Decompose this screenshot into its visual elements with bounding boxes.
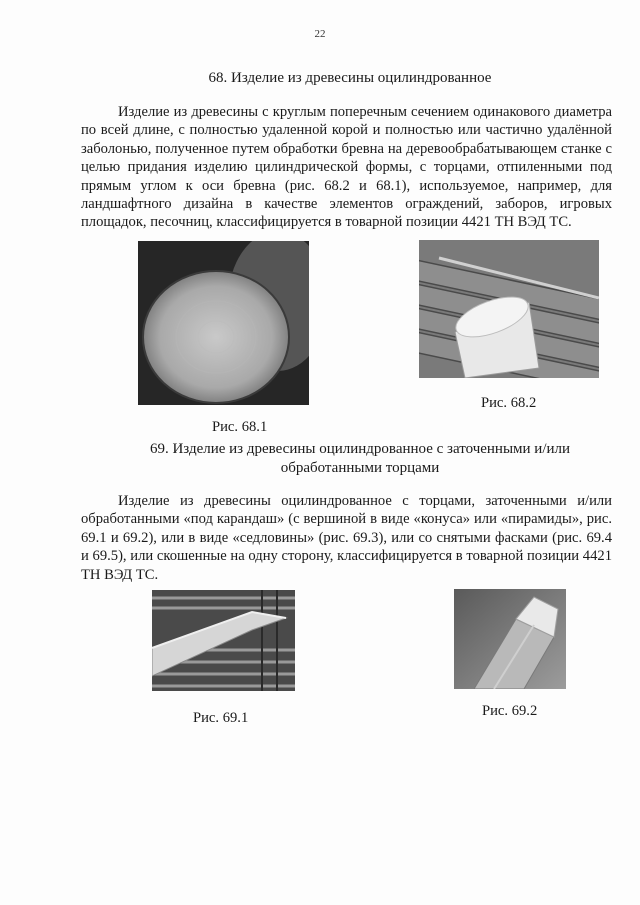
sharpened-post-photo-icon [152, 590, 295, 691]
pencil-point-post-photo-icon [454, 589, 566, 689]
page-number: 22 [314, 28, 326, 40]
log-end-cross-section-photo-icon [138, 241, 309, 405]
stacked-logs-photo-icon [419, 240, 599, 378]
figure-69-1-caption: Рис. 69.1 [193, 710, 249, 726]
section-69-heading-line-2: обработанными торцами [280, 460, 440, 476]
figure-68-1-caption: Рис. 68.1 [212, 419, 268, 435]
section-68-paragraph [81, 103, 612, 232]
figure-69-1-image [152, 590, 295, 691]
figure-69-2-image [454, 589, 566, 689]
section-69-heading-line-1: 69. Изделие из древесины оцилиндрованное с заточенными и/или [149, 441, 571, 457]
section-68-heading: 68. Изделие из древесины оцилиндрованное [208, 70, 492, 86]
figure-68-2-caption: Рис. 68.2 [481, 395, 537, 411]
section-69-paragraph-text: Изделие из древесины оцилиндрованное с торцами, заточенными и/или обработанными «под карандаш» (с вершиной в виде «конуса» или «пирамиды», рис. 69.1 и 69.2), или в виде «седловины» (рис. 69.3), или со снятыми фасками (рис. 69.4 и 69.5), или скошенные на одну сторону, классифицируется в товарной позиции 4421 ТН ВЭД ТС. [81, 493, 612, 583]
figure-69-2-caption: Рис. 69.2 [482, 703, 538, 719]
section-68-paragraph-text: Изделие из древесины с круглым поперечным сечением одинакового диаметра по всей длине, с полностью удаленной корой и полностью или частично удалённой заболонью, полученное путем обработки бревна на деревообрабатывающем станке с целью придания изделию цилиндрической формы, с торцами, отпиленными под прямым углом к оси бревна (рис. 68.2 и 68.1), используемое, например, для ландшафтного дизайна в качестве элементов ограждений, заборов, игровых площадок, песочниц, классифицируется в товарной позиции 4421 ТН ВЭД ТС. [81, 104, 612, 231]
figure-68-2-image [419, 240, 599, 378]
section-69-paragraph [81, 492, 612, 584]
figure-68-1-image [138, 241, 309, 405]
section-69-heading [120, 440, 600, 478]
